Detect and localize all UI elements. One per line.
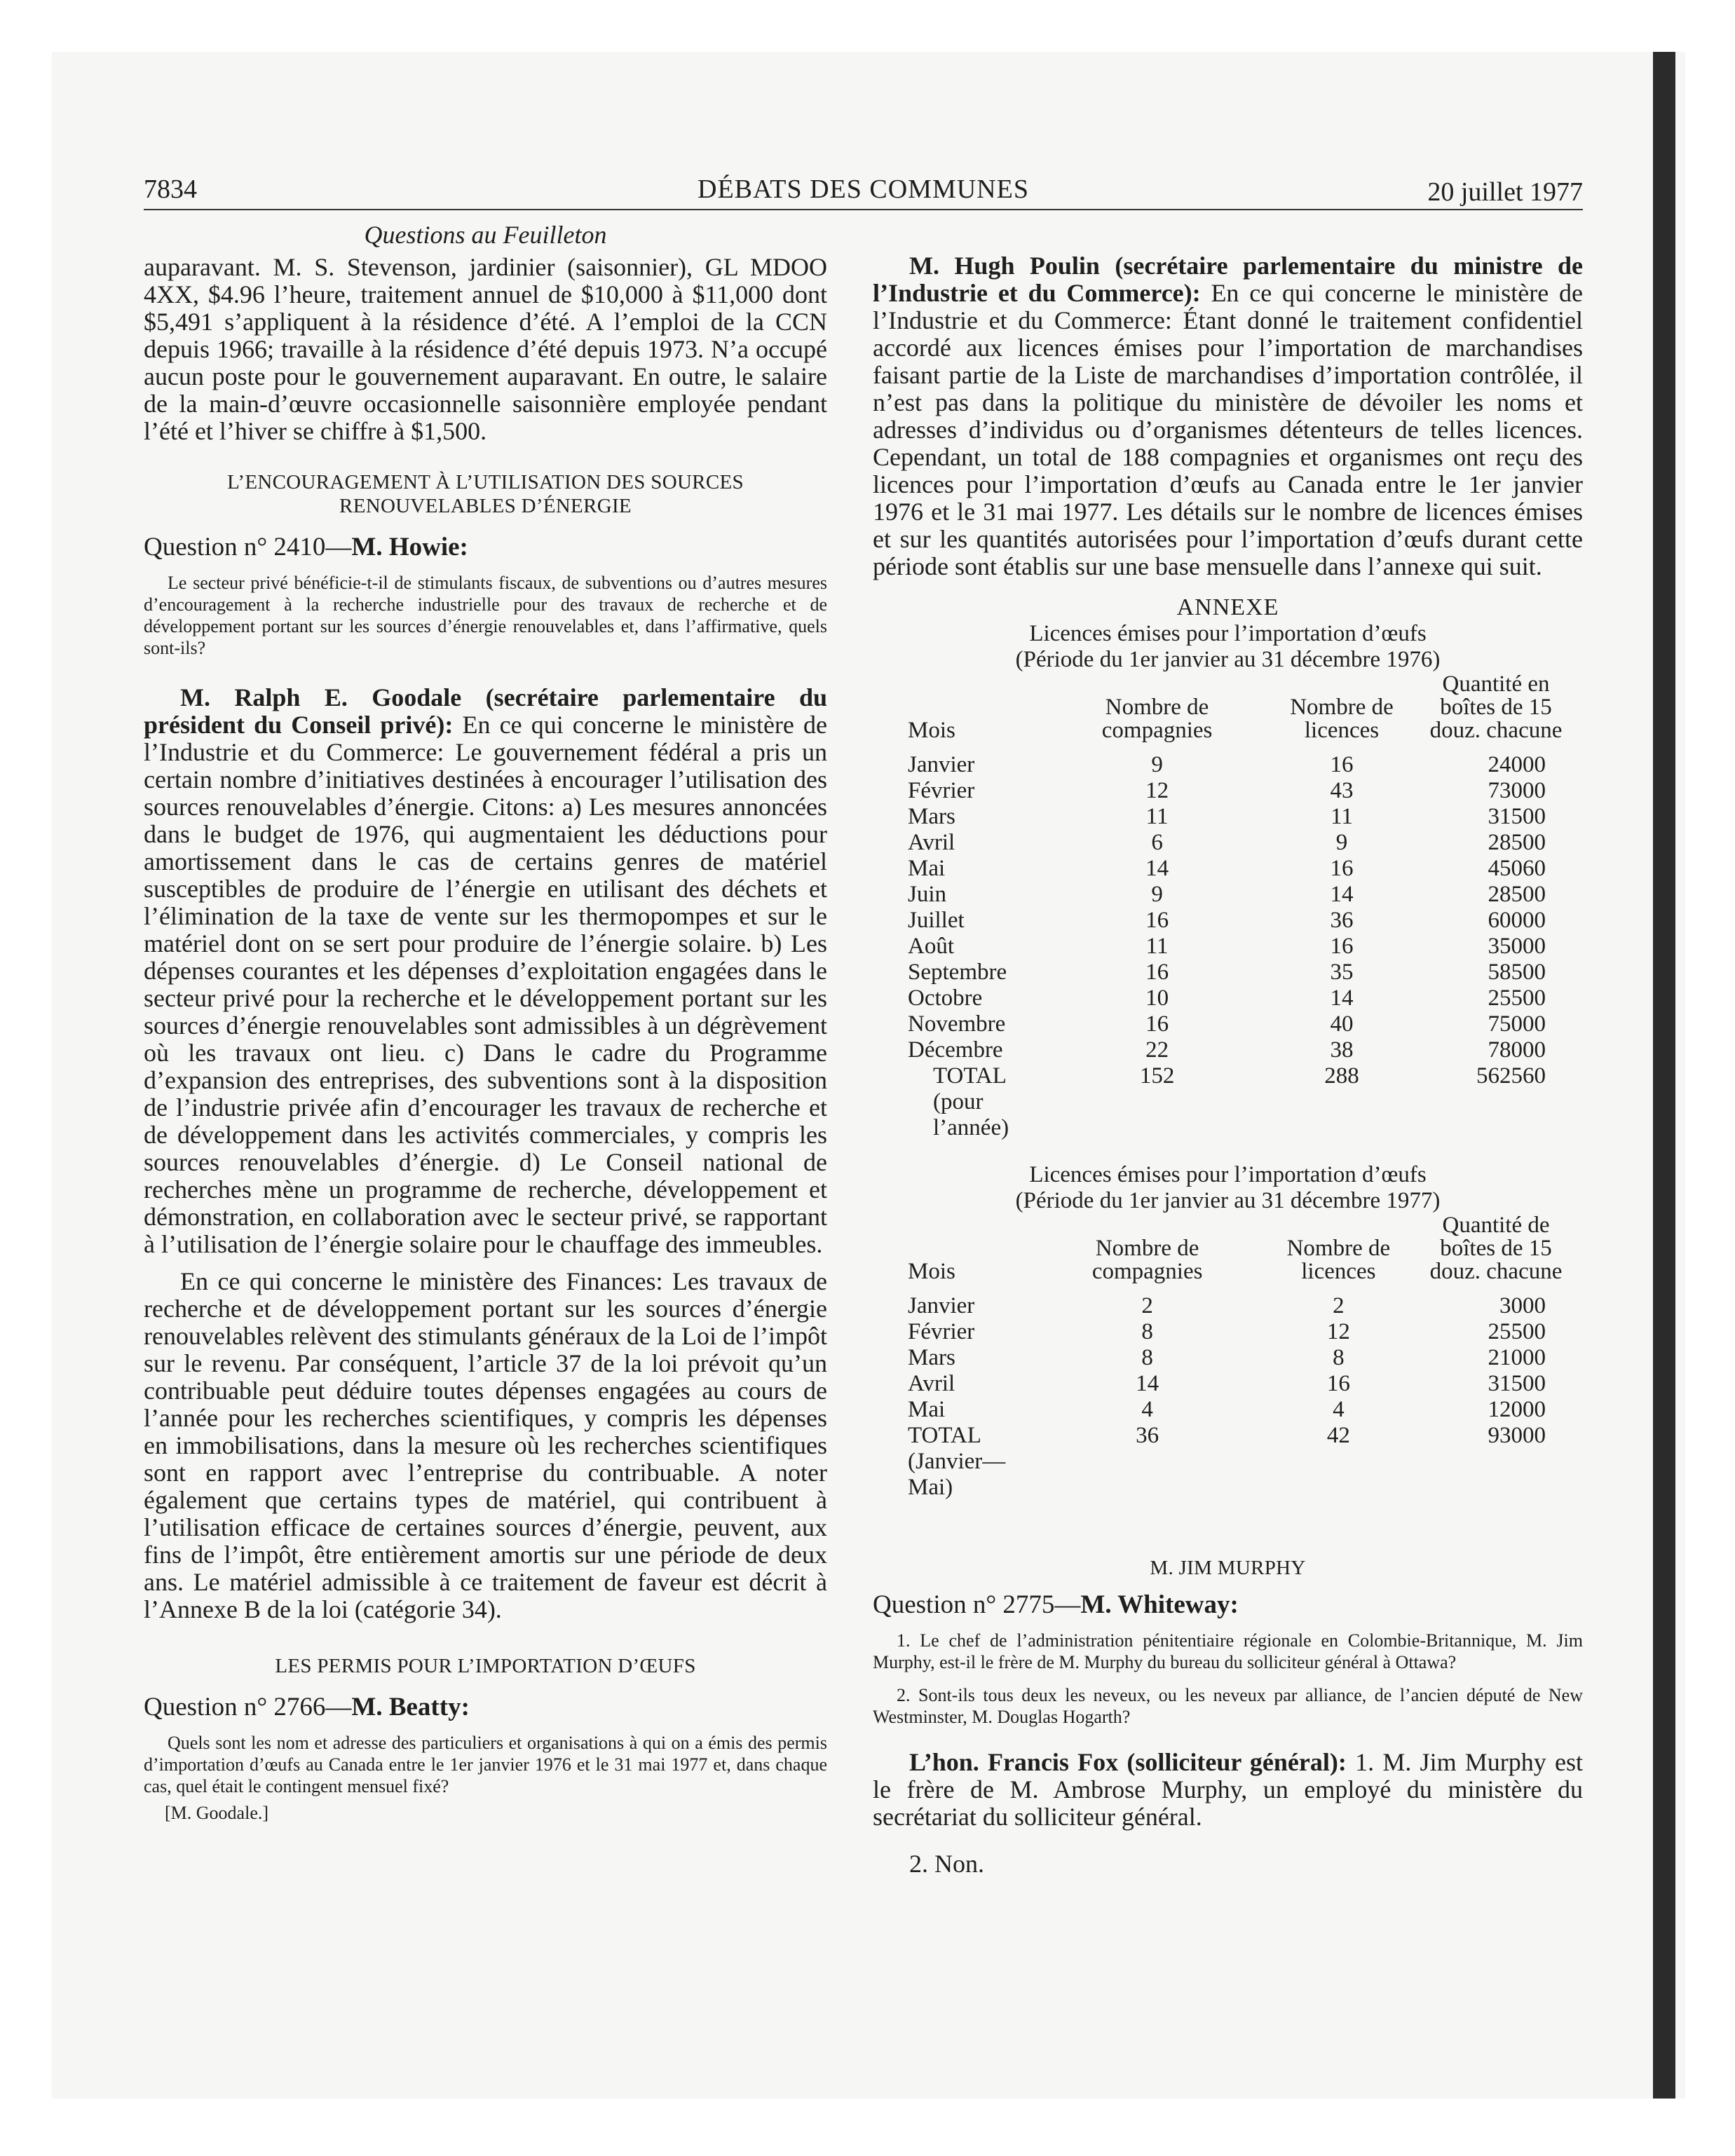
column-header: Nombre de licences [1286, 1236, 1391, 1284]
value-cell: 16 [1145, 1011, 1169, 1037]
value-cell: 14 [1145, 856, 1169, 881]
value-cell: 36 [1330, 908, 1354, 933]
table-1976 [908, 673, 1567, 1141]
value-cell: 8 [1141, 1319, 1153, 1344]
month-cell: Mai [908, 856, 946, 881]
question-number: Question n° 2410— [144, 533, 352, 561]
value-cell: 16 [1145, 908, 1169, 933]
publication-title: DÉBATS DES COMMUNES [698, 175, 1029, 204]
value-cell: 60000 [1488, 908, 1546, 933]
value-cell: 14 [1330, 882, 1354, 907]
total-label-cell [908, 1423, 1043, 1501]
right-column [873, 217, 1583, 1878]
month-cell: Septembre [908, 960, 1007, 985]
table-row [908, 1345, 1567, 1371]
section-heading-jim-murphy: M. JIM MURPHY [1150, 1557, 1306, 1579]
question-2775-part1: 1. Le chef de l’administration pénitentiaire régionale en Colombie-Britannique, M. Jim Murphy, est-il le frère de M. Murphy du bureau du solliciteur général à Ottawa? [873, 1630, 1583, 1672]
answer-goodale-text: En ce qui concerne le ministère de l’Industrie et du Commerce: Le gouvernement fédéral a pris un certain nombre d’initiatives destinées à encourager l’utilisation des sources renouvelables d’énergie. Citons: a) Les mesures annoncées dans le budget de 1976, qui augmentaient les déductions pour amortissement dans le cas de certains genres de matériel susceptibles de produire de l’énergie en utilisant des déchets et l’élimination de la taxe de vente sur les thermopompes et sur le matériel dont on se sert pour produire de l’énergie solaire. b) Les dépenses courantes et les dépenses d’exploitation engagées dans le secteur privé pour la recherche et le développement portant sur les sources d’énergie renouvelables sont admissibles à un dégrèvement où les travaux ont lieu. c) Dans le cadre du Programme d’expansion des entreprises, des subventions sont à la disposition de l’industrie privée afin d’encourager les travaux de recherche et de développement dans les activités commerciales, y compris les sources renouvelables d’énergie. d) Le Conseil national de recherches mène un programme de recherche, développement et démonstration, en collaboration avec le secteur privé, se rapportant à l’utilisation de l’énergie solaire pour le chauffage des immeubles. [144, 711, 827, 1258]
page-date: 20 juillet 1977 [1427, 177, 1583, 207]
column-header: Mois [908, 1259, 955, 1284]
answer-goodale-finances: En ce qui concerne le ministère des Finances: Les travaux de recherche et de développement portant sur les sources d’énergie renouvelables relèvent des stimulants généraux de la Loi de l’impôt sur le revenu. Par conséquent, l’article 37 de la loi prévoit qu’un contribuable peut déduire toutes dépenses engagées au cours de l’année pour les recherches scientifiques, y compris les dépenses en immobilisations, dans la mesure où les recherches scientifiques sont en rapport avec l’entreprise du contribuable. A noter également que certains types de matériel, qui contribuent à l’utilisation efficace de certaines sources d’énergie, peuvent, aux fins de l’impôt, être entièrement amortis sur une période de deux ans. Le matériel admissible à ce traitement de faveur est décrit à l’Annexe B de la loi (catégorie 34). [144, 1267, 827, 1623]
table-row [908, 882, 1567, 908]
value-cell: 11 [1145, 934, 1169, 959]
page-header [144, 174, 1583, 210]
value-cell: 9 [1335, 830, 1348, 855]
section-heading-egg-imports: LES PERMIS POUR L’IMPORTATION D’ŒUFS [275, 1655, 696, 1677]
total-value-cell: 562560 [1476, 1063, 1546, 1089]
value-cell: 4 [1141, 1397, 1153, 1422]
table-row [908, 908, 1567, 934]
month-cell: Février [908, 778, 975, 803]
value-cell: 11 [1331, 804, 1353, 829]
table-header-row [908, 1214, 1567, 1293]
table-1977-period: (Période du 1er janvier au 31 décembre 1977) [1015, 1188, 1441, 1213]
question-2766-text: Quels sont les nom et adresse des particuliers et organisations à qui on a émis des permis d’importation d’œufs au Canada entre le 1er janvier 1976 et le 31 mai 1977 et, dans chaque cas, quel était le contingent mensuel fixé? [144, 1733, 827, 1796]
table-row [908, 960, 1567, 985]
total-value-cell: 42 [1326, 1423, 1350, 1448]
question-2775-part2: 2. Sont-ils tous deux les neveux, ou les neveux par alliance, de l’ancien député de New Westminster, M. Douglas Hogarth? [873, 1685, 1583, 1727]
value-cell: 16 [1330, 752, 1354, 777]
table-1976-period: (Période du 1er janvier au 31 décembre 1976) [1015, 647, 1441, 672]
question-asker: M. Howie: [351, 533, 468, 561]
answer-goodale [144, 684, 827, 1258]
value-cell: 16 [1145, 960, 1169, 985]
total-row [908, 1063, 1567, 1141]
answer-poulin-text: En ce qui concerne le ministère de l’Industrie et du Commerce: Étant donné le traitement confidentiel accordé aux licences émises pour l’importation de marchandises faisant partie de la Liste de marchandises d’importation contrôlée, il n’est pas dans la politique du ministère de dévoiler les noms et adresses d’individus ou d’organismes détenteurs de telles licences. Cependant, un total de 188 compagnies et organismes ont reçu des licences pour l’importation d’œufs au Canada entre le 1er janvier 1976 et le 31 mai 1977. Les détails sur le nombre de licences émises et sur les quantités autorisées pour l’importation d’œufs durant cette période sont établis sur une base mensuelle dans l’annexe qui suit. [873, 279, 1583, 580]
table-row [908, 1397, 1567, 1423]
table-row [908, 804, 1567, 830]
table-row [908, 752, 1567, 778]
table-row [908, 856, 1567, 882]
speaker-fox: L’hon. Francis Fox (solliciteur général): [909, 1748, 1347, 1776]
column-header: Mois [908, 718, 955, 743]
value-cell: 38 [1330, 1037, 1354, 1063]
question-2775-title [873, 1590, 1583, 1620]
total-value-cell: 288 [1324, 1063, 1359, 1089]
question-signature: [M. Goodale.] [165, 1803, 269, 1823]
table-row [908, 778, 1567, 804]
value-cell: 31500 [1488, 804, 1546, 829]
value-cell: 25500 [1488, 985, 1546, 1011]
table-row [908, 1319, 1567, 1345]
answer-fox-part2: 2. Non. [909, 1850, 984, 1878]
table-row [908, 1371, 1567, 1397]
value-cell: 40 [1330, 1011, 1354, 1037]
value-cell: 4 [1333, 1397, 1345, 1422]
speaker-goodale: M. Ralph E. Goodale (secrétaire parlementaire du président du Conseil privé): [144, 683, 827, 739]
running-title: Questions au Feuilleton [364, 221, 607, 249]
month-cell: Avril [908, 830, 955, 855]
total-value-cell: 93000 [1488, 1423, 1546, 1448]
answer-fox-text: 1. M. Jim Murphy est le frère de M. Ambrose Murphy, un employé du ministère du secrétariat du solliciteur général. [873, 1748, 1584, 1831]
column-header: Nombre de compagnies [1101, 695, 1213, 743]
value-cell: 58500 [1488, 960, 1546, 985]
table-row [908, 1011, 1567, 1037]
question-asker: M. Beatty: [351, 1693, 470, 1721]
question-2410-title [144, 532, 827, 562]
total-sublabel: (pour l’année) [933, 1089, 1009, 1140]
value-cell: 28500 [1488, 882, 1546, 907]
value-cell: 12 [1145, 778, 1169, 803]
page-number: 7834 [144, 175, 197, 204]
continuation-paragraph: auparavant. M. S. Stevenson, jardinier (saisonnier), GL MDOO 4XX, $4.96 l’heure, traitement annuel de $10,000 à $11,000 dont $5,491 s’appliquent à la résidence d’été. A l’emploi de la CCN depuis 1966; travaille à la résidence d’été depuis 1973. N’a occupé aucun poste pour le gouvernement auparavant. En outre, le salaire de la main-d’œuvre occasionnelle saisonnière employée pendant l’été et l’hiver se chiffre à $1,500. [144, 253, 827, 445]
total-label: TOTAL [933, 1063, 1007, 1089]
speaker-poulin: M. Hugh Poulin (secrétaire parlementaire du ministre de l’Industrie et du Commerce): [873, 252, 1583, 307]
total-value-cell: 152 [1139, 1063, 1175, 1089]
table-header-row [908, 673, 1567, 752]
table-1977-caption: Licences émises pour l’importation d’œufs [1029, 1162, 1427, 1187]
value-cell: 24000 [1488, 752, 1546, 777]
value-cell: 12000 [1488, 1397, 1546, 1422]
value-cell: 6 [1151, 830, 1163, 855]
table-row [908, 830, 1567, 856]
month-cell: Juillet [908, 908, 965, 933]
month-cell: Janvier [908, 1293, 975, 1318]
month-cell: Mars [908, 804, 955, 829]
month-cell: Février [908, 1319, 975, 1344]
value-cell: 28500 [1488, 830, 1546, 855]
value-cell: 10 [1145, 985, 1169, 1011]
value-cell: 73000 [1488, 778, 1546, 803]
month-cell: Décembre [908, 1037, 1003, 1063]
value-cell: 22 [1145, 1037, 1169, 1063]
value-cell: 16 [1326, 1371, 1350, 1396]
column-header: Quantité de boîtes de 15 douz. chacune [1429, 1213, 1563, 1284]
total-row [908, 1423, 1567, 1501]
left-column [144, 217, 827, 1824]
value-cell: 35000 [1488, 934, 1546, 959]
question-2766-title [144, 1692, 827, 1722]
total-label-cell [908, 1063, 1056, 1141]
answer-fox [873, 1749, 1583, 1831]
question-number: Question n° 2775— [873, 1590, 1081, 1619]
month-cell: Mai [908, 1397, 946, 1422]
value-cell: 75000 [1488, 1011, 1546, 1037]
value-cell: 2 [1333, 1293, 1345, 1318]
column-header: Nombre de compagnies [1091, 1236, 1203, 1284]
total-value-cell: 36 [1136, 1423, 1159, 1448]
answer-poulin [873, 252, 1583, 580]
table-row [908, 1037, 1567, 1063]
month-cell: Août [908, 934, 954, 959]
table-1976-caption: Licences émises pour l’importation d’œufs [1029, 621, 1427, 646]
value-cell: 25500 [1488, 1319, 1546, 1344]
question-2410-text: Le secteur privé bénéficie-t-il de stimulants fiscaux, de subventions ou d’autres mesures d’encouragement à la recherche industrielle pour des travaux de recherche et de développement portant sur les sources d’énergie renouvelables et, dans l’affirmative, quels sont-ils? [144, 573, 827, 658]
value-cell: 3000 [1499, 1293, 1546, 1318]
value-cell: 14 [1330, 985, 1354, 1011]
value-cell: 9 [1151, 882, 1163, 907]
value-cell: 9 [1151, 752, 1163, 777]
month-cell: Avril [908, 1371, 955, 1396]
column-header: Nombre de licences [1290, 695, 1394, 743]
question-number: Question n° 2766— [144, 1693, 352, 1721]
section-heading-renewable-energy: L’ENCOURAGEMENT À L’UTILISATION DES SOURCES RENOUVELABLES D’ÉNERGIE [227, 471, 744, 517]
scan-edge [1653, 52, 1675, 2099]
value-cell: 12 [1326, 1319, 1350, 1344]
total-label: TOTAL [908, 1423, 981, 1448]
month-cell: Mars [908, 1345, 955, 1370]
annex-title: ANNEXE [1176, 594, 1279, 620]
value-cell: 35 [1330, 960, 1354, 985]
value-cell: 45060 [1488, 856, 1546, 881]
table-row [908, 985, 1567, 1011]
value-cell: 2 [1141, 1293, 1153, 1318]
value-cell: 21000 [1488, 1345, 1546, 1370]
value-cell: 43 [1330, 778, 1354, 803]
month-cell: Janvier [908, 752, 975, 777]
value-cell: 31500 [1488, 1371, 1546, 1396]
value-cell: 14 [1136, 1371, 1159, 1396]
question-asker: M. Whiteway: [1080, 1590, 1239, 1619]
value-cell: 11 [1145, 804, 1169, 829]
column-header: Quantité en boîtes de 15 douz. chacune [1429, 671, 1563, 743]
value-cell: 16 [1330, 934, 1354, 959]
table-row [908, 1293, 1567, 1319]
value-cell: 16 [1330, 856, 1354, 881]
value-cell: 8 [1333, 1345, 1345, 1370]
value-cell: 8 [1141, 1345, 1153, 1370]
total-sublabel: (Janvier—Mai) [908, 1449, 1006, 1500]
month-cell: Octobre [908, 985, 983, 1011]
month-cell: Novembre [908, 1011, 1006, 1037]
month-cell: Juin [908, 882, 947, 907]
table-row [908, 934, 1567, 960]
table-1977 [908, 1214, 1567, 1501]
value-cell: 78000 [1488, 1037, 1546, 1063]
